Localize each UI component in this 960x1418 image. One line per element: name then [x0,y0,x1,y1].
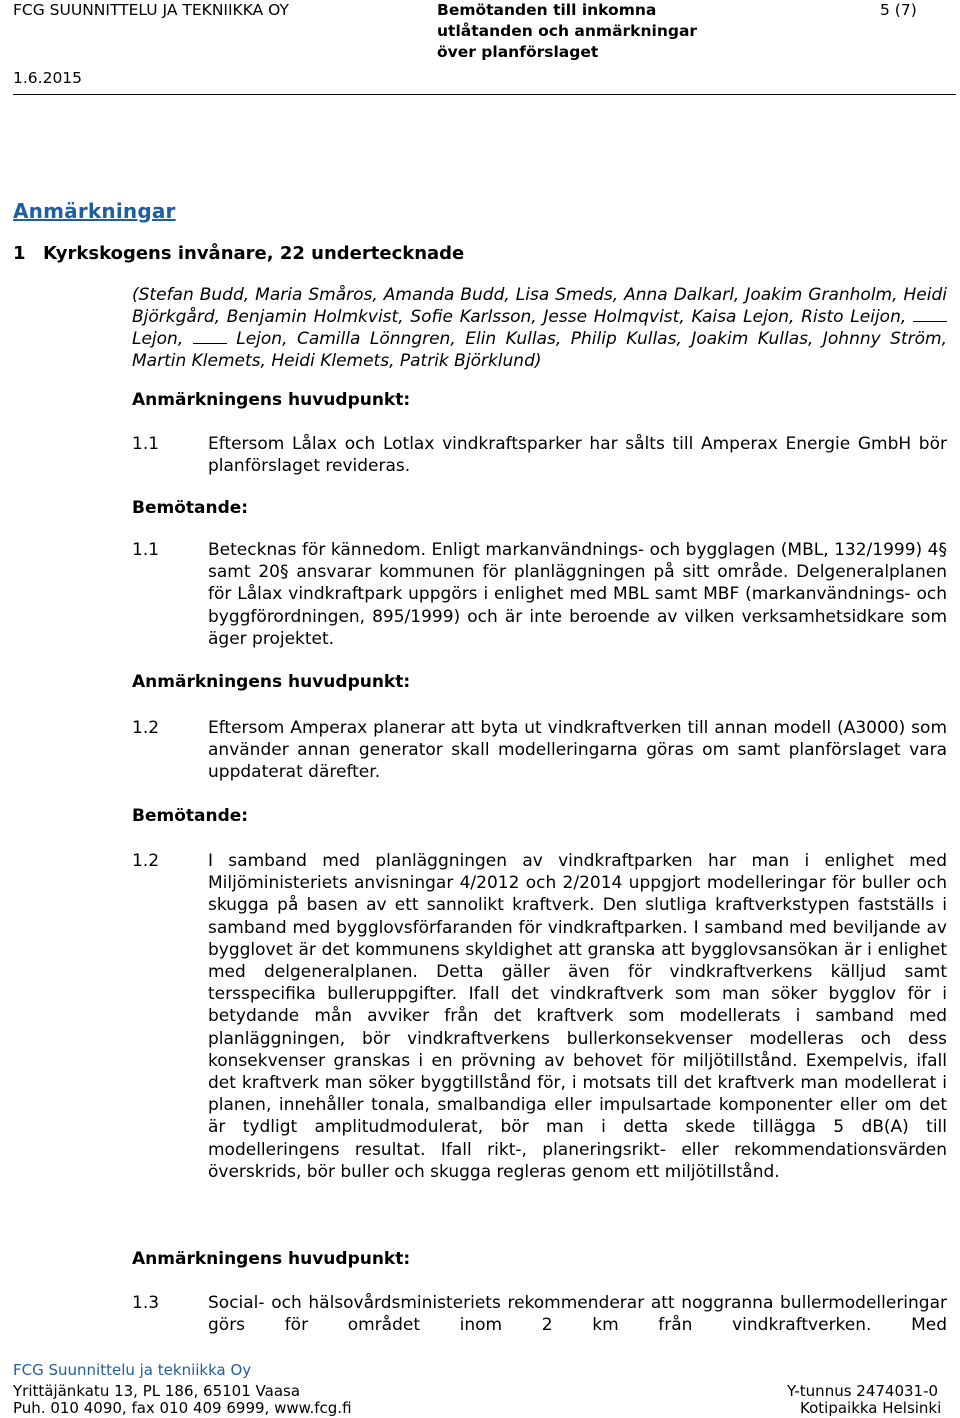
item-number: 1.2 [132,718,160,738]
item-number: 1.1 [132,540,160,560]
remark-item [132,717,947,784]
signers-list [132,284,947,372]
document-title [437,0,697,63]
redacted-blank [193,329,227,344]
remark-item [132,1292,947,1336]
section-heading: Anmärkningar [13,199,176,223]
item-text: Social- och hälsovårdsministeriets rekommenderar att noggranna bullermodelleringar görs för området inom 2 km från vindkraftverken. Med [208,1293,947,1336]
item-number: 1.1 [132,434,160,454]
signers-text: (Stefan Budd, Maria Småros, Amanda Budd, Lisa Smeds, Anna Dalkarl, Joakim Granholm, Heidi Björkgård, Benjamin Holmkvist, Sofie Karlsson, Jesse Holmqvist, Kaisa Lejon, Risto Leijon, [132,285,947,327]
main-point-label: Anmärkningens huvudpunkt: [132,1249,411,1269]
party-name: Kyrkskogens invånare, 22 undertecknade [43,243,465,264]
item-number: 1.3 [132,1293,160,1313]
footer-address: Yrittäjänkatu 13, PL 186, 65101 Vaasa [13,1382,301,1400]
item-text: Eftersom Lålax och Lotlax vindkraftsparker har sålts till Amperax Energie GmbH bör planförslaget revideras. [208,434,947,477]
footer-company: FCG Suunnittelu ja tekniikka Oy [13,1361,252,1379]
response-label: Bemötande: [132,498,249,518]
header-company: FCG SUUNNITTELU JA TEKNIIKKA OY [13,1,289,19]
party-heading [13,243,464,264]
item-number: 1.2 [132,851,160,871]
redacted-blank [913,307,947,322]
signers-text: Lejon, Camilla Lönngren, Elin Kullas, Philip Kullas, Joakim Kullas, Johnny Ström, Martin Klemets, Heidi Klemets, Patrik Björklund) [132,329,947,371]
remark-item [132,433,947,477]
document-title-line: över planförslaget [437,43,599,61]
document-date: 1.6.2015 [13,69,83,87]
item-text: Betecknas för kännedom. Enligt markanvändnings- och bygglagen (MBL, 132/1999) 4§ samt 20§ ansvarar kommunen för planläggningen på sitt område. Delgeneralplanen för Lålax vindkraftpark uppgörs i enlighet med MBL samt MBF (markanvändnings- och byggförordningen, 895/1999) och är inte beroende av vilken verksamhetsidkare som äger projektet. [208,540,947,649]
item-text: Eftersom Amperax planerar att byta ut vindkraftverken till annan modell (A3000) som använder annan generator skall modelleringarna göras om samt planförslaget vara uppdaterat därefter. [208,718,947,783]
response-label: Bemötande: [132,806,249,826]
footer-seat: Kotipaikka Helsinki [800,1399,942,1417]
signers-text: Lejon, [132,329,184,349]
main-point-label: Anmärkningens huvudpunkt: [132,390,411,410]
response-item [132,850,947,1183]
party-number: 1 [13,243,26,264]
footer-phone: Puh. 010 4090, fax 010 409 6999, www.fcg.fi [13,1399,352,1417]
document-title-line: Bemötanden till inkomna [437,1,657,19]
footer-business-id: Y-tunnus 2474031-0 [787,1382,939,1400]
item-text: I samband med planläggningen av vindkraftparken har man i enlighet med Miljöministeriets anvisningar 4/2012 och 2/2014 uppgjort modelleringar för buller och skugga på basen av ett sannolikt kraftverk. Den slutliga kraftverkstypen fastställs i samband med bygglovsförfaranden för vindkraftparken. I samband med beviljande av bygglovet är det kommunens skyldighet att granska att bygglovsansökan är i enlighet med delgeneralplanen. Detta gäller även för vindkraftverkens källjud samt tersspecifika bulleruppgifter. Ifall det vindkraftverk som man söker bygglov för i betydande mån avviker från det kraftverk som modellerats i samband med planläggningen, bör vindkraftverkens bullerkonsekvenser modelleras och dess konsekvenser granskas i en prövning av behovet för miljötillstånd. Exempelvis, ifall det kraftverk man söker byggtillstånd för, i motsats till det kraftverk man modellerat i planen, innehåller tonala, smalbandiga eller impulsartade komponenter eller om det är tydligt amplitudmodulerat, bör man i detta skede tillägga 5 dB(A) till modelleringens resultat. Ifall rikt-, planeringsrikt- eller rekommendationsvärden överskrids, bör buller och skugga regleras genom ett miljötillstånd. [208,851,947,1182]
header-divider [13,94,956,95]
response-item [132,539,947,650]
page-number: 5 (7) [880,1,917,19]
main-point-label: Anmärkningens huvudpunkt: [132,672,411,692]
document-title-line: utlåtanden och anmärkningar [437,22,698,40]
